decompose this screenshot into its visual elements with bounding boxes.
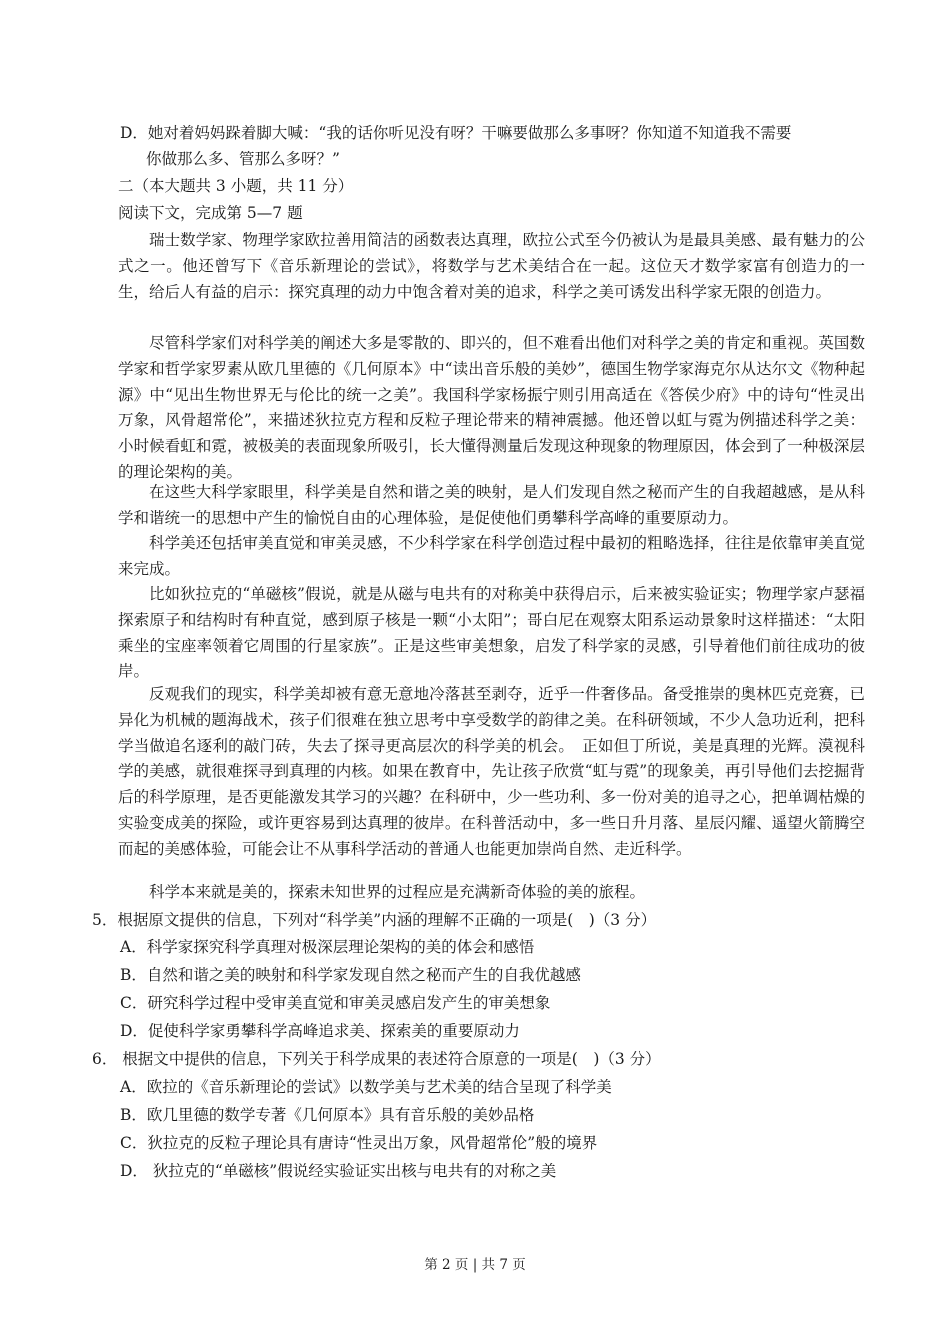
question-5-option-a: A．科学家探究科学真理对极深层理论架构的美的体会和感悟: [120, 938, 535, 956]
passage-paragraph-7: 科学本来就是美的，探索未知世界的过程应是充满新奇体验的美的旅程。: [149, 883, 646, 901]
question-5-option-c: C．研究科学过程中受审美直觉和审美灵感启发产生的审美想象: [120, 994, 551, 1012]
question-6-option-d: D． 狄拉克的“单磁核”假说经实验证实出核与电共有的对称之美: [120, 1162, 557, 1180]
passage-paragraph-4: 科学美还包括审美直觉和审美灵感，不少科学家在科学创造过程中最初的粗略选择，往往是依靠审美直觉来完成。: [118, 534, 865, 578]
question-6-stem: 6． 根据文中提供的信息，下列关于科学成果的表述符合原意的一项是( )（3 分）: [92, 1050, 661, 1068]
passage-paragraph-2: 尽管科学家们对科学美的阐述大多是零散的、即兴的，但不难看出他们对科学之美的肯定和重视。英国数学家和哲学家罗素从欧几里德的《几何原本》中“读出音乐般的美妙”，德国生物学家海克尔从达尔文《物种起源》中“见出生物世界无与伦比的统一之美”。我国科学家杨振宁则引用高适在《答侯少府》中的诗句“性灵出万象，风骨超常伦”，来描述狄拉克方程和反粒子理论带来的精神震撼。他还曾以虹与霓为例描述科学之美：小时候看虹和霓，被极美的表面现象所吸引，长大懂得测量后发现这种现象的物理原因，体会到了一种极深层的理论架构的美。: [118, 334, 865, 481]
question-5-option-b: B．自然和谐之美的映射和科学家发现自然之秘而产生的自我优越感: [120, 966, 581, 984]
question-6-option-a: A．欧拉的《音乐新理论的尝试》以数学美与艺术美的结合呈现了科学美: [120, 1078, 612, 1096]
section-heading: 二（本大题共 3 小题，共 11 分）: [118, 177, 354, 195]
passage-paragraph-1: 瑞士数学家、物理学家欧拉善用简洁的函数表达真理，欧拉公式至今仍被认为是最具美感、最有魅力的公式之一。他还曾写下《音乐新理论的尝试》，将数学与艺术美结合在一起。这位天才数学家富有创造力的一生，给后人有益的启示：探究真理的动力中饱含着对美的追求，科学之美可诱发出科学家无限的创造力。: [118, 231, 865, 301]
q4-option-d-line2: 你做那么多、管那么多呀？”: [146, 150, 340, 168]
reading-instruction: 阅读下文，完成第 5—7 题: [118, 204, 303, 222]
question-5-stem: 5．根据原文提供的信息，下列对“科学美”内涵的理解不正确的一项是( )（3 分）: [92, 911, 657, 929]
question-6-option-c: C．狄拉克的反粒子理论具有唐诗“性灵出万象，风骨超常伦”般的境界: [120, 1134, 598, 1152]
passage-paragraph-5: 比如狄拉克的“单磁核”假说，就是从磁与电共有的对称美中获得启示，后来被实验证实；物理学家卢瑟福探索原子和结构时有种直觉，感到原子核是一颗“小太阳”；哥白尼在观察太阳系运动景象时这样描述：“太阳乘坐的宝座率领着它周围的行星家族”。正是这些审美想象，启发了科学家的灵感，引导着他们前往成功的彼岸。: [118, 585, 865, 681]
q4-option-d-line1: D．她对着妈妈跺着脚大喊：“我的话你听见没有呀？干嘛要做那么多事呀？你知道不知道我不需要: [120, 124, 792, 142]
question-6-option-b: B．欧几里德的数学专著《几何原本》具有音乐般的美妙品格: [120, 1106, 535, 1124]
page-footer: 第 2 页 | 共 7 页: [424, 1257, 526, 1273]
passage-paragraph-3: 在这些大科学家眼里，科学美是自然和谐之美的映射，是人们发现自然之秘而产生的自我超越感，是从科学和谐统一的思想中产生的愉悦自由的心理体验，是促使他们勇攀科学高峰的重要原动力。: [118, 483, 865, 527]
passage-paragraph-6: 反观我们的现实，科学美却被有意无意地冷落甚至剥夺，近乎一件奢侈品。备受推崇的奥林匹克竞赛，已异化为机械的题海战术，孩子们很难在独立思考中享受数学的韵律之美。在科研领域，不少人急功近利，把科学当做追名逐利的敲门砖，失去了探寻更高层次的科学美的机会。 正如但丁所说，美是真理的光辉。漠视科学的美感，就很难探寻到真理的内核。如果在教育中，先让孩子欣赏“虹与霓”的现象美，再引导他们去挖掘背后的科学原理，是否更能激发其学习的兴趣？在科研中，少一些功利、多一份对美的追寻之心，把单调枯燥的实验变成美的探险，或许更容易到达真理的彼岸。在科普活动中，多一些日升月落、星辰闪耀、遥望火箭腾空而起的美感体验，可能会让不从事科学活动的普通人也能更加崇尚自然、走近科学。: [118, 685, 865, 858]
question-5-option-d: D．促使科学家勇攀科学高峰追求美、探索美的重要原动力: [120, 1022, 520, 1040]
